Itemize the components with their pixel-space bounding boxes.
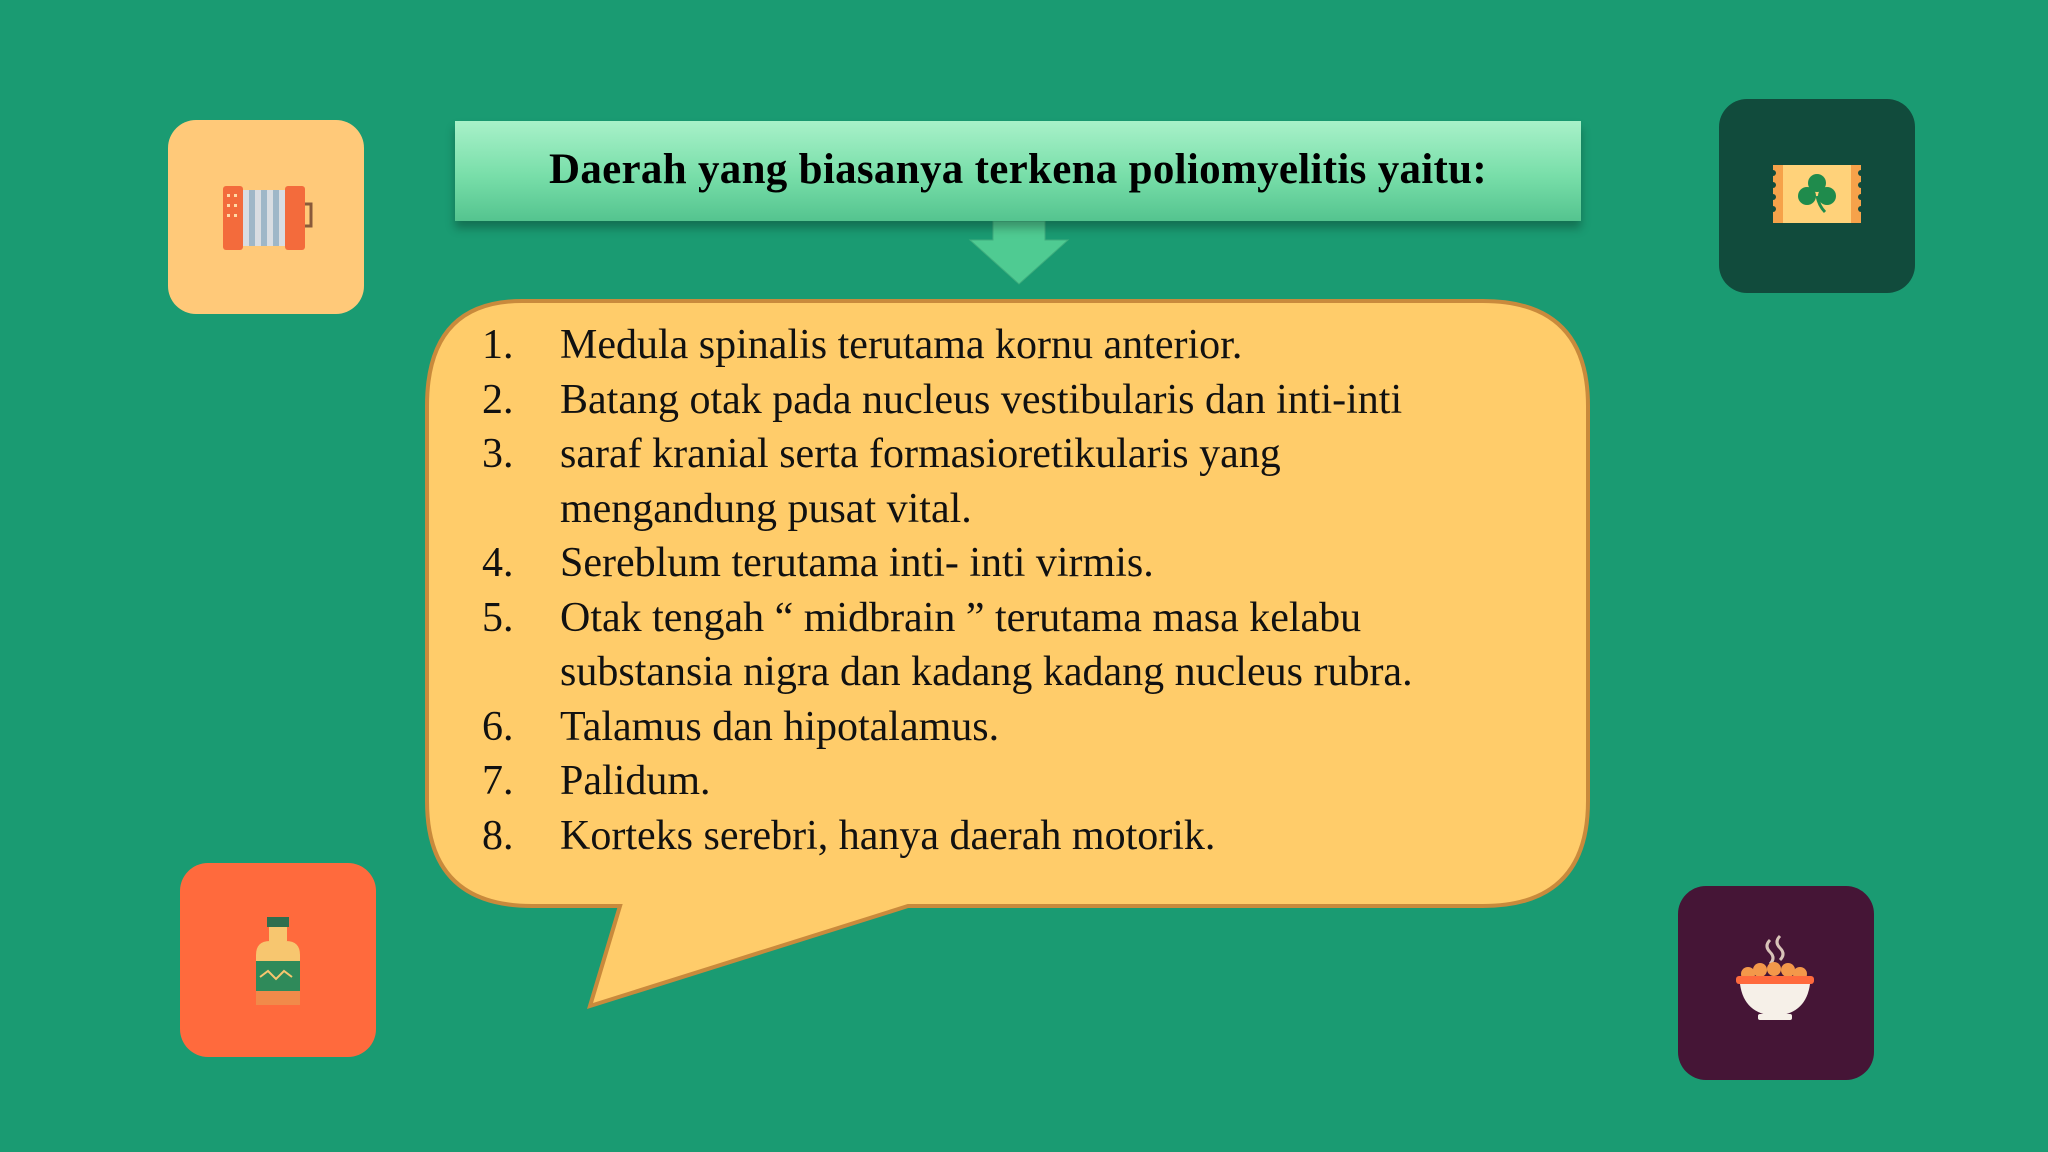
list-item-text: Batang otak pada nucleus vestibularis dan inti-inti: [560, 376, 1403, 423]
list-item-number: 8.: [482, 812, 514, 859]
list-item-text: substansia nigra dan kadang kadang nucleus rubra.: [560, 649, 1413, 695]
list-item-text: Otak tengah “ midbrain ” terutama masa kelabu: [560, 594, 1362, 641]
list-item-number: 3.: [482, 431, 514, 477]
list-item-number: 1.: [482, 322, 514, 368]
list-item: [482, 591, 1532, 646]
list-item: [482, 700, 1532, 755]
list-item: [482, 754, 1532, 809]
list-item: [482, 373, 1532, 428]
list-item-number: 6.: [482, 703, 514, 750]
list-item-number: 7.: [482, 758, 514, 804]
list-item: [482, 318, 1532, 373]
list-item: [482, 482, 1532, 537]
list-item: [482, 645, 1532, 700]
list-item-text: Palidum.: [560, 758, 711, 804]
list-item-text: Korteks serebri, hanya daerah motorik.: [560, 812, 1216, 859]
list-item-text: mengandung pusat vital.: [560, 485, 972, 532]
region-list: [482, 318, 1532, 863]
list-item-number: 2.: [482, 376, 514, 423]
list-item-number: 5.: [482, 594, 514, 641]
list-item-text: saraf kranial serta formasioretikularis yang: [560, 431, 1281, 477]
list-item-number: 4.: [482, 540, 514, 586]
list-item-text: Talamus dan hipotalamus.: [560, 703, 1000, 750]
list-item-text: Sereblum terutama inti- inti virmis.: [560, 540, 1154, 586]
list-item: [482, 536, 1532, 591]
page-title: Daerah yang biasanya terkena poliomyelitis yaitu:: [548, 145, 1488, 193]
list-item-text: Medula spinalis terutama kornu anterior.: [560, 322, 1243, 368]
list-item: [482, 427, 1532, 482]
list-item: [482, 809, 1532, 864]
